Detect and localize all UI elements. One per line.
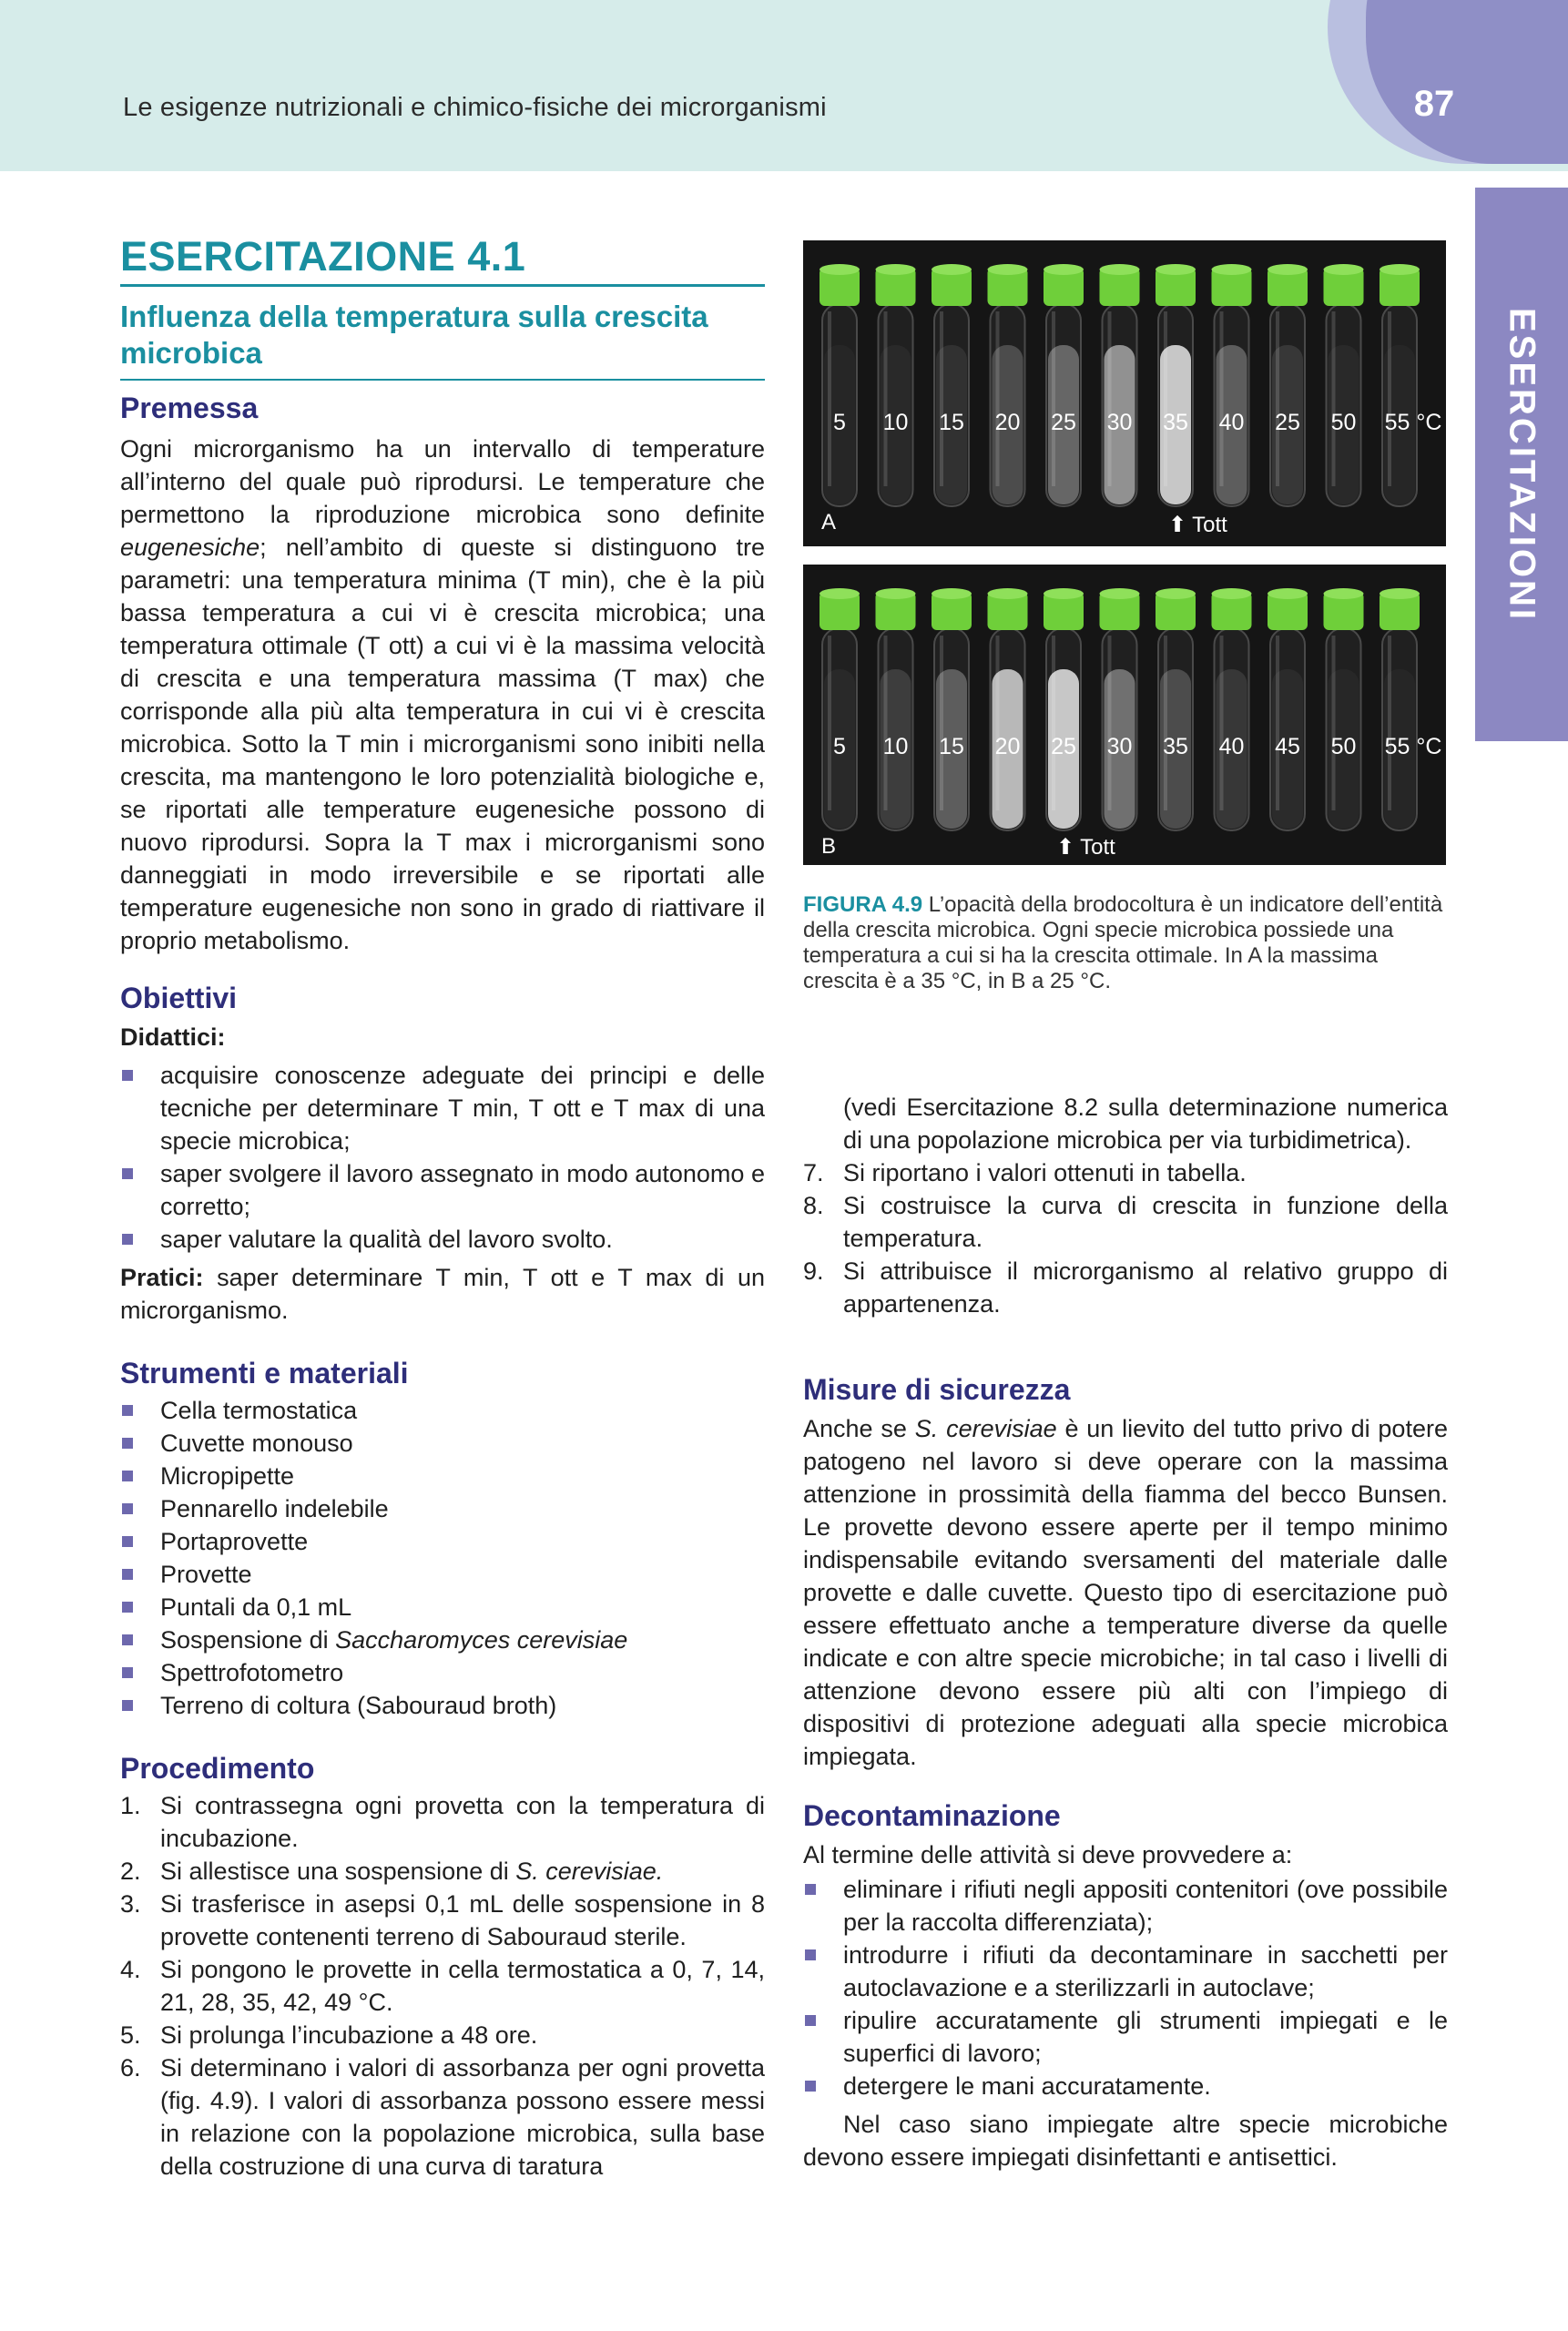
list-item: detergere le mani accuratamente. (803, 2070, 1448, 2102)
procedimento-heading: Procedimento (120, 1752, 315, 1785)
list-item: Terreno di coltura (Sabouraud broth) (120, 1689, 765, 1722)
list-item: 5. Si prolunga l’incubazione a 48 ore. (120, 2021, 538, 2049)
procedimento-continued (803, 1091, 1448, 1320)
test-tube (1156, 588, 1196, 830)
test-tube (1212, 264, 1252, 506)
list-item: Puntali da 0,1 mL (120, 1591, 765, 1624)
exercise-subtitle: Influenza della temperatura sulla crescita microbica (120, 300, 708, 370)
side-tab-label: ESERCITAZIONI (1502, 307, 1543, 622)
temperature-label: 25 (1275, 410, 1300, 435)
panel-b-tott: ⬆ Tott (1056, 835, 1115, 860)
temperature-label: 30 (1106, 734, 1133, 759)
panel-a-letter: A (821, 510, 837, 534)
list-item: 1. Si contrassegna ogni provetta con la temperatura di incubazione. (120, 1792, 765, 1852)
temperature-label: 15 (939, 410, 964, 435)
test-tube (820, 264, 860, 506)
list-item: 2. Si allestisce una sospensione di S. cerevisiae. (120, 1858, 664, 1885)
strumenti-heading: Strumenti e materiali (120, 1357, 409, 1389)
temperature-label: 10 (882, 410, 909, 435)
temperature-label: 10 (882, 734, 909, 759)
list-item: Pennarello indelebile (120, 1492, 765, 1525)
test-tube (1156, 264, 1196, 506)
sicurezza-heading: Misure di sicurezza (803, 1373, 1071, 1406)
page-number: 87 (1413, 84, 1455, 124)
temperature-label: 35 (1163, 734, 1188, 759)
temperature-label: 25 (1051, 734, 1076, 759)
list-item: ripulire accuratamente gli strumenti impiegati e le superfici di lavoro; (803, 2004, 1448, 2070)
running-header: Le esigenze nutrizionali e chimico-fisiche dei microrganismi (123, 93, 827, 122)
strumenti-list (120, 1394, 765, 1722)
list-item: Provette (120, 1558, 765, 1591)
list-item: eliminare i rifiuti negli appositi contenitori (ove possibile per la raccolta differenziata); (803, 1873, 1448, 1939)
test-tube (932, 264, 972, 506)
test-tube (932, 588, 972, 830)
temperature-label: 30 (1106, 410, 1133, 435)
test-tube (1268, 264, 1308, 506)
test-tube (876, 588, 916, 830)
test-tube (1268, 588, 1308, 830)
test-tube (988, 588, 1028, 830)
test-tube (1380, 264, 1420, 506)
temperature-label: 20 (994, 734, 1021, 759)
test-tube (1100, 588, 1140, 830)
list-item: 8. Si costruisce la curva di crescita in funzione della temperatura. (803, 1192, 1448, 1252)
list-item: 7. Si riportano i valori ottenuti in tabella. (803, 1159, 1247, 1186)
panel-a-tott: ⬆ Tott (1168, 513, 1227, 537)
temperature-label: 50 (1330, 410, 1357, 435)
temperature-label: 15 (939, 734, 964, 759)
test-tube (1212, 588, 1252, 830)
temperature-label: 40 (1218, 410, 1245, 435)
test-tube (1324, 588, 1364, 830)
temperature-label: 35 (1163, 410, 1188, 435)
figure-panel-a (803, 240, 1446, 546)
list-item: Sospensione di Saccharomyces cerevisiae (120, 1624, 765, 1656)
premessa-section (120, 392, 765, 957)
sicurezza-text: Anche se S. cerevisiae è un lievito del tutto privo di potere patogeno nel lavoro si deve operare con la massima attenzione in prossimità della fiamma del becco Bunsen. Le provette devono essere aperte per il tempo minimo indispensabile evitando sversamenti del materiale dalle provette e dalle cuvette. Questo tipo di esercitazione può essere effettuato anche a temperature diverse da quelle indicate e con altre specie microbiche; in tal caso i livelli di attenzione devono essere più alti con l’impiego di dispositivi di protezione adeguati alla specie microbica impiegata. (803, 1415, 1448, 1770)
list-item: 3. Si trasferisce in asepsi 0,1 mL delle sospensione in 8 provette contenenti terreno di Sabouraud sterile. (120, 1890, 765, 1950)
list-item: Cuvette monouso (120, 1427, 765, 1460)
temperature-label: 55 °C (1384, 410, 1442, 435)
premessa-text: Ogni microrganismo ha un intervallo di temperature all’interno del quale può riprodursi. Le temperature che permettono la riproduzione microbica sono definite eugenesiche; nell’ambito di queste si distinguono tre parametri: una temperatura minima (T min), che è la più bassa temperatura a cui vi è crescita microbica; una temperatura ottimale (T ott) a cui vi è la massima velocità di crescita e una temperatura massima (T max) che corrisponde alla più alta temperatura in cui vi è crescita microbica. Sotto la T min i microrganismi sono inibiti nella crescita, ma mantengono le loro potenzialità biologiche e, se riportati alle temperature eugenesiche possono di nuovo riprodursi. Sopra la T max i microrganismi sono danneggiati in modo irreversibile e se riportati alle temperature eugenesiche non sono in grado di riattivare il proprio metabolismo. (120, 435, 765, 954)
tubes-panel-b (803, 565, 1446, 865)
list-item: Spettrofotometro (120, 1656, 765, 1689)
strumenti-section (120, 1357, 765, 1722)
list-item: Portaprovette (120, 1525, 765, 1558)
list-item: 6. Si determinano i valori di assorbanza per ogni provetta (fig. 4.9). I valori di assorbanza possono essere messi in relazione con la popolazione microbica, sulla base della costruzione di una curva di taratura (120, 2054, 765, 2180)
title-rule (120, 284, 765, 287)
test-tube (1380, 588, 1420, 830)
temperature-label: 45 (1275, 734, 1300, 759)
temperature-label: 5 (833, 410, 846, 435)
temperature-label: 55 °C (1384, 734, 1442, 759)
test-tube (876, 264, 916, 506)
decontaminazione-intro: Al termine delle attività si deve provvedere a: (803, 1841, 1293, 1868)
list-item: 9. Si attribuisce il microrganismo al relativo gruppo di appartenenza. (803, 1257, 1448, 1318)
tubes-panel-a (803, 240, 1446, 546)
list-item: saper svolgere il lavoro assegnato in modo autonomo e corretto; (120, 1157, 765, 1223)
didattici-list (120, 1059, 765, 1256)
panel-b-letter: B (821, 834, 837, 859)
temperature-label: 50 (1330, 734, 1357, 759)
temperature-label: 20 (994, 410, 1021, 435)
decontaminazione-section (803, 1799, 1448, 2173)
list-item: Micropipette (120, 1460, 765, 1492)
list-item: 4. Si pongono le provette in cella termostatica a 0, 7, 14, 21, 28, 35, 42, 49 °C. (120, 1956, 765, 2016)
premessa-heading: Premessa (120, 392, 259, 424)
test-tube (820, 588, 860, 830)
sicurezza-section (803, 1373, 1448, 1773)
list-item: acquisire conoscenze adeguate dei principi e delle tecniche per determinare T min, T ott e T max di una specie microbica; (120, 1059, 765, 1157)
decontaminazione-list (803, 1873, 1448, 2102)
test-tube (1324, 264, 1364, 506)
test-tube (988, 264, 1028, 506)
didattici-label: Didattici: (120, 1023, 226, 1051)
procedimento-steps-right (803, 1156, 1448, 1320)
decontaminazione-heading: Decontaminazione (803, 1799, 1061, 1832)
subtitle-rule (120, 379, 765, 381)
obiettivi-section (120, 982, 765, 1327)
list-item: introdurre i rifiuti da decontaminare in sacchetti per autoclavazione e a sterilizzarli in autoclave; (803, 1939, 1448, 2004)
obiettivi-heading: Obiettivi (120, 982, 238, 1014)
test-tube (1044, 264, 1084, 506)
temperature-label: 25 (1051, 410, 1076, 435)
list-item: saper valutare la qualità del lavoro svolto. (120, 1223, 765, 1256)
step-6-continuation: (vedi Esercitazione 8.2 sulla determinazione numerica di una popolazione microbica per via turbidimetrica). (843, 1094, 1448, 1154)
figure-caption: FIGURA 4.9 L’opacità della brodocoltura è un indicatore dell’entità della crescita microbica. Ogni specie microbica possiede una temperatura a cui si ha la crescita ottimale. In A la massima crescita è a 35 °C, in B a 25 °C. (803, 892, 1443, 993)
test-tube (1100, 264, 1140, 506)
test-tube (1044, 588, 1084, 830)
procedimento-steps (120, 1789, 765, 2183)
figure-panel-b (803, 565, 1446, 865)
procedimento-section (120, 1752, 765, 2183)
pratici-text: Pratici: saper determinare T min, T ott e T max di un microrganismo. (120, 1264, 765, 1324)
temperature-label: 40 (1218, 734, 1245, 759)
exercise-title: ESERCITAZIONE 4.1 (120, 233, 526, 280)
temperature-label: 5 (833, 734, 846, 759)
list-item: Cella termostatica (120, 1394, 765, 1427)
decontaminazione-closing: Nel caso siano impiegate altre specie microbiche devono essere impiegati disinfettanti e antisettici. (803, 2111, 1448, 2171)
